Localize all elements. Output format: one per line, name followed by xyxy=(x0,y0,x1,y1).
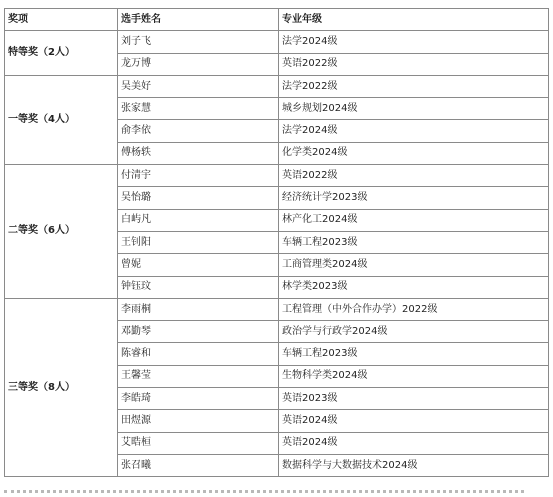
contestant-name-cell: 李皓琦 xyxy=(118,388,279,410)
contestant-name-cell: 俞李依 xyxy=(118,120,279,142)
table-row xyxy=(5,165,549,187)
major-grade-cell: 工商管理类2024级 xyxy=(279,254,549,276)
contestant-name-cell: 付清宇 xyxy=(118,165,279,187)
major-grade-cell: 化学类2024级 xyxy=(279,142,549,164)
table-row xyxy=(5,31,549,53)
contestant-name-cell: 田煜源 xyxy=(118,410,279,432)
award-table xyxy=(4,8,549,477)
major-grade-cell: 英语2022级 xyxy=(279,165,549,187)
contestant-name-cell: 艾晧桓 xyxy=(118,432,279,454)
contestant-name-cell: 吴美好 xyxy=(118,75,279,97)
header-award: 奖项 xyxy=(5,9,118,31)
table-body xyxy=(5,31,549,477)
contestant-name-cell: 王钊阳 xyxy=(118,231,279,253)
contestant-name-cell: 白屿凡 xyxy=(118,209,279,231)
contestant-name-cell: 吴怡璐 xyxy=(118,187,279,209)
contestant-name-cell: 曾妮 xyxy=(118,254,279,276)
major-grade-cell: 英语2024级 xyxy=(279,432,549,454)
contestant-name-cell: 陈睿和 xyxy=(118,343,279,365)
major-grade-cell: 车辆工程2023级 xyxy=(279,231,549,253)
major-grade-cell: 生物科学类2024级 xyxy=(279,365,549,387)
major-grade-cell: 法学2024级 xyxy=(279,120,549,142)
contestant-name-cell: 张家慧 xyxy=(118,98,279,120)
award-level-cell: 二等奖（6人） xyxy=(5,165,118,299)
major-grade-cell: 法学2024级 xyxy=(279,31,549,53)
major-grade-cell: 工程管理（中外合作办学）2022级 xyxy=(279,298,549,320)
major-grade-cell: 经济统计学2023级 xyxy=(279,187,549,209)
table-row xyxy=(5,298,549,320)
contestant-name-cell: 刘子飞 xyxy=(118,31,279,53)
header-major: 专业年级 xyxy=(279,9,549,31)
major-grade-cell: 法学2022级 xyxy=(279,75,549,97)
major-grade-cell: 英语2023级 xyxy=(279,388,549,410)
contestant-name-cell: 邓勤琴 xyxy=(118,321,279,343)
major-grade-cell: 英语2024级 xyxy=(279,410,549,432)
award-level-cell: 三等奖（8人） xyxy=(5,298,118,476)
contestant-name-cell: 张召曦 xyxy=(118,454,279,476)
contestant-name-cell: 龙万博 xyxy=(118,53,279,75)
award-level-cell: 特等奖（2人） xyxy=(5,31,118,76)
faded-footer-text xyxy=(4,490,524,493)
major-grade-cell: 城乡规划2024级 xyxy=(279,98,549,120)
contestant-name-cell: 钟钰玟 xyxy=(118,276,279,298)
contestant-name-cell: 王馨莹 xyxy=(118,365,279,387)
contestant-name-cell: 李雨桐 xyxy=(118,298,279,320)
major-grade-cell: 数据科学与大数据技术2024级 xyxy=(279,454,549,476)
major-grade-cell: 林产化工2024级 xyxy=(279,209,549,231)
award-level-cell: 一等奖（4人） xyxy=(5,75,118,164)
major-grade-cell: 林学类2023级 xyxy=(279,276,549,298)
contestant-name-cell: 傅杨轶 xyxy=(118,142,279,164)
header-name: 选手姓名 xyxy=(118,9,279,31)
major-grade-cell: 政治学与行政学2024级 xyxy=(279,321,549,343)
table-header-row xyxy=(5,9,549,31)
major-grade-cell: 英语2022级 xyxy=(279,53,549,75)
major-grade-cell: 车辆工程2023级 xyxy=(279,343,549,365)
table-row xyxy=(5,75,549,97)
